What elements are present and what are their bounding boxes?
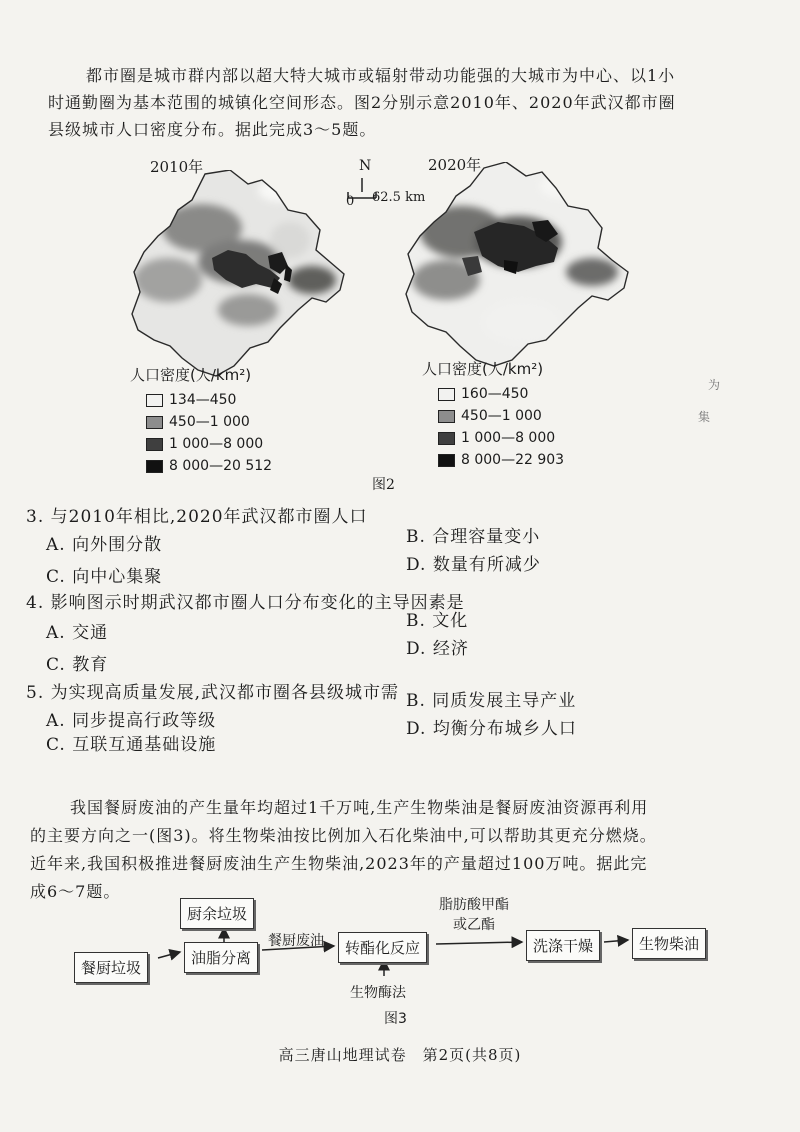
legend-2020 (422, 358, 564, 471)
intro-line-2: 时通勤圈为基本范围的城镇化空间形态。图2分别示意2010年、2020年武汉都市圈 (48, 93, 676, 112)
passage-2-line-4: 成6～7题。 (30, 882, 121, 901)
passage-2-line-3: 近年来,我国积极推进餐厨废油生产生物柴油,2023年的产量超过100万吨。据此完 (30, 854, 648, 873)
north-label: N (359, 158, 372, 174)
question-5-option-d[interactable]: D. 均衡分布城乡人口 (406, 719, 577, 739)
scale-zero: 0 (346, 194, 355, 209)
map-2020-label: 2020年 (428, 156, 482, 174)
legend-2020-item: 1 000—8 000 (438, 427, 564, 449)
label-waste-oil: 餐厨废油 (268, 933, 324, 949)
legend-2020-item: 8 000—22 903 (438, 449, 564, 471)
intro-line-1: 都市圈是城市群内部以超大特大城市或辐射带动功能强的大城市为中心、以1小 (86, 66, 676, 85)
question-5-option-c[interactable]: C. 互联互通基础设施 (46, 735, 217, 755)
question-5-option-a[interactable]: A. 同步提高行政等级 (46, 711, 217, 731)
box-kitchen-waste: 餐厨垃圾 (74, 952, 148, 983)
question-4-stem: 4. 影响图示时期武汉都市圈人口分布变化的主导因素是 (26, 593, 465, 613)
question-3-option-c[interactable]: C. 向中心集聚 (46, 567, 163, 587)
question-4-option-c[interactable]: C. 教育 (46, 655, 109, 675)
question-3-stem: 3. 与2010年相比,2020年武汉都市圈人口 (26, 507, 368, 527)
box-oil-separation: 油脂分离 (184, 942, 258, 973)
legend-swatch (146, 416, 163, 429)
legend-2020-item: 160—450 (438, 383, 564, 405)
question-5-stem: 5. 为实现高质量发展,武汉都市圈各县级城市需 (26, 683, 400, 703)
label-enzyme: 生物酶法 (350, 985, 406, 1001)
passage-2-line-1: 我国餐厨废油的产生量年均超过1千万吨,生产生物柴油是餐厨废油资源再利用 (70, 798, 649, 817)
legend-swatch (438, 388, 455, 401)
question-4-option-d[interactable]: D. 经济 (406, 639, 469, 659)
legend-2020-title: 人口密度(人/km²) (422, 360, 544, 378)
legend-swatch (438, 454, 455, 467)
question-4-option-b[interactable]: B. 文化 (406, 611, 469, 631)
map-2020 (402, 162, 634, 368)
figure-3 (0, 890, 800, 1030)
scale-value: 62.5 km (372, 190, 426, 205)
legend-swatch (438, 432, 455, 445)
margin-mark: 为 (708, 378, 721, 392)
question-4-option-a[interactable]: A. 交通 (46, 623, 109, 643)
question-3-option-b[interactable]: B. 合理容量变小 (406, 527, 541, 547)
question-5-option-b[interactable]: B. 同质发展主导产业 (406, 691, 577, 711)
legend-swatch (146, 438, 163, 451)
box-transesterification: 转酯化反应 (338, 932, 427, 963)
map-2010 (130, 170, 350, 380)
legend-2020-item: 450—1 000 (438, 405, 564, 427)
legend-2010-item: 134—450 (146, 389, 272, 411)
legend-swatch (146, 394, 163, 407)
question-3-option-d[interactable]: D. 数量有所减少 (406, 555, 541, 575)
intro-paragraph (48, 62, 768, 143)
legend-2010-item: 1 000—8 000 (146, 433, 272, 455)
legend-2010 (130, 364, 272, 477)
box-biodiesel: 生物柴油 (632, 928, 706, 959)
questions (0, 500, 800, 760)
legend-swatch (438, 410, 455, 423)
legend-2010-item: 450—1 000 (146, 411, 272, 433)
label-fatty-ester: 脂肪酸甲酯 或乙酯 (439, 897, 509, 933)
figure-3-caption: 图3 (384, 1011, 407, 1027)
figure-2-caption: 图2 (372, 477, 395, 493)
passage-2-line-2: 的主要方向之一(图3)。将生物柴油按比例加入石化柴油中,可以帮助其更充分燃烧。 (30, 826, 657, 845)
figure-2 (0, 150, 800, 500)
legend-2010-title: 人口密度(人/km²) (130, 366, 252, 384)
question-3-option-a[interactable]: A. 向外围分散 (46, 535, 163, 555)
legend-swatch (146, 460, 163, 473)
page-footer: 高三唐山地理试卷 第2页(共8页) (278, 1046, 522, 1064)
legend-2010-item: 8 000—20 512 (146, 455, 272, 477)
map-2010-label: 2010年 (150, 158, 204, 176)
margin-mark: 集 (698, 410, 711, 424)
box-leftover-waste: 厨余垃圾 (180, 898, 254, 929)
box-wash-dry: 洗涤干燥 (526, 930, 600, 961)
intro-line-3: 县级城市人口密度分布。据此完成3～5题。 (48, 120, 377, 139)
